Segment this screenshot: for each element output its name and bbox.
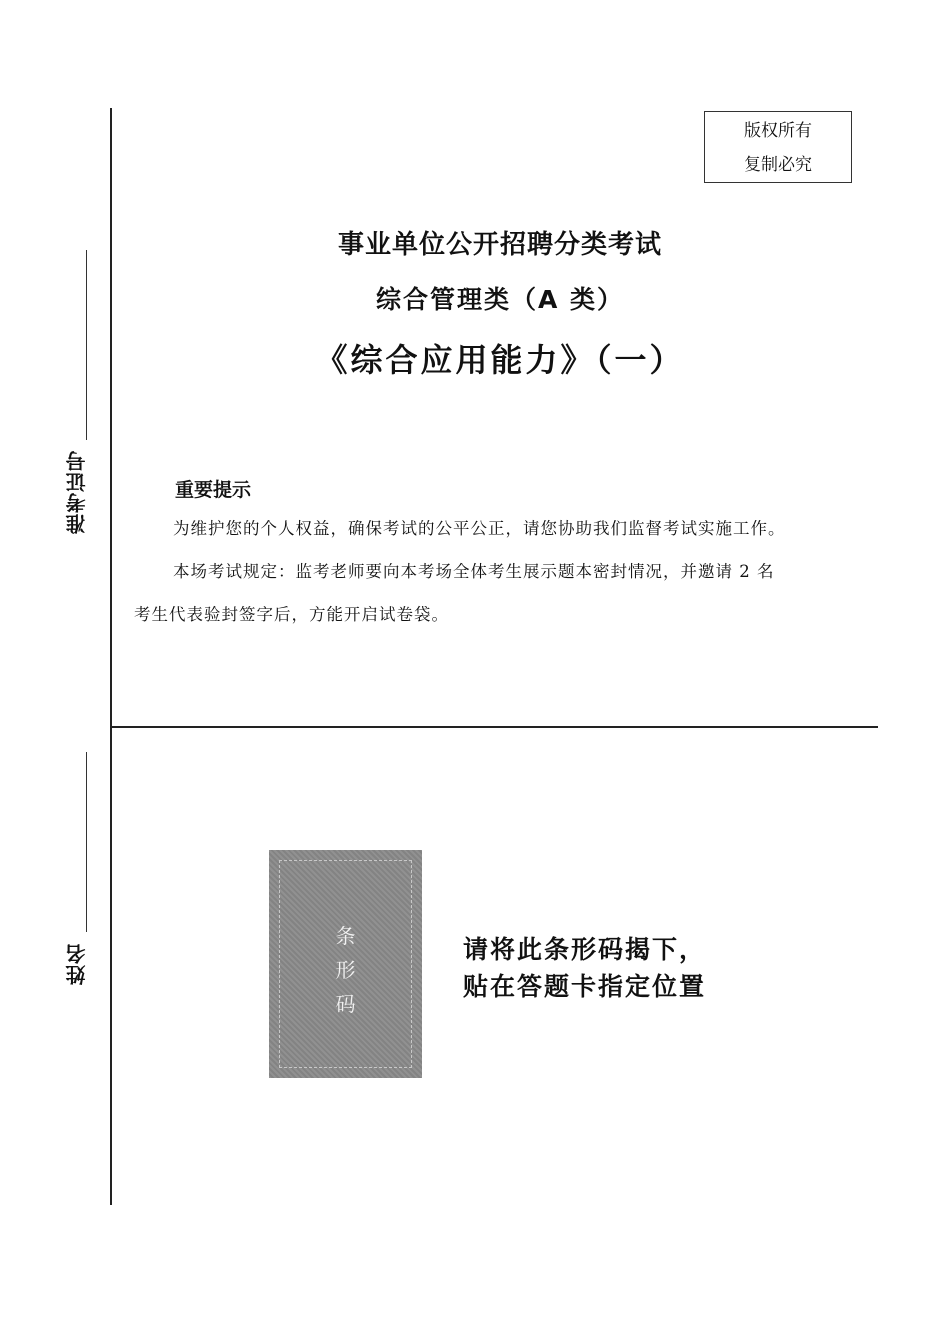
notice-paragraph-1: 为维护您的个人权益，确保考试的公平公正，请您协助我们监督考试实施工作。 [173,519,786,538]
barcode-instruction-1: 请将此条形码揭下， [463,935,707,964]
notice-paragraph-2-line-1: 本场考试规定：监考老师要向本考场全体考生展示题本密封情况，并邀请 2 名 [173,562,775,581]
exam-id-label: 准考证号 [65,450,89,534]
exam-id-field[interactable] [70,250,100,440]
barcode-instruction-2: 贴在答题卡指定位置 [463,972,707,1001]
exam-subject: 《综合应用能力》（一） [315,341,685,379]
notice-paragraph-2-line-2: 考生代表验封签字后，方能开启试卷袋。 [134,605,449,624]
barcode-char-2: 形 [335,958,356,982]
exam-title: 事业单位公开招聘分类考试 [337,230,662,260]
copyright-line2: 复制必究 [744,155,812,175]
notice-heading: 重要提示 [175,479,252,501]
binding-vertical-line [110,108,112,1205]
exam-category: 综合管理类（A 类） [375,285,625,314]
barcode-char-3: 码 [335,992,356,1016]
copyright-box [704,111,852,183]
barcode-sticker[interactable] [269,850,422,1078]
copyright-line1: 版权所有 [744,121,812,141]
seal-horizontal-line [112,726,878,728]
barcode-char-1: 条 [335,924,356,948]
name-field[interactable] [70,752,100,932]
name-label: 姓名 [65,943,89,985]
